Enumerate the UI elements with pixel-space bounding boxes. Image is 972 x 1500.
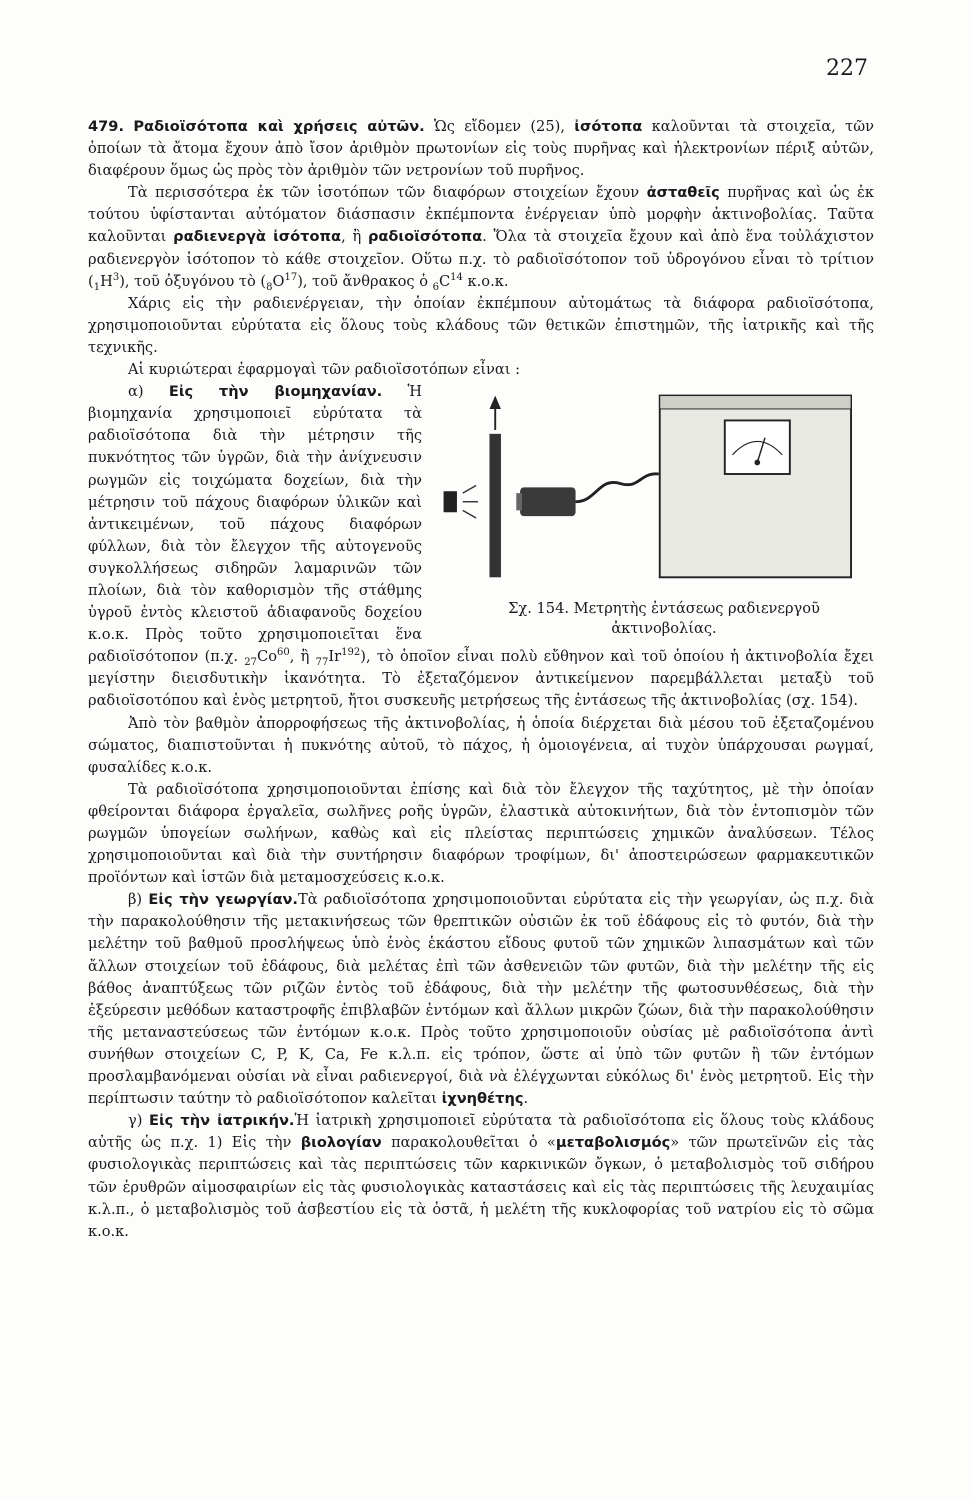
term-tracer: ἰχνηθέτης [441,1090,524,1108]
text-span: » τῶν πρωτεϊνῶν εἰς τὰς φυσιολογικὰς περιπτώσεις καὶ τὰς περιπτώσεις τῶν καρκινικῶν ὄγκων, ὁ μεταβολισμὸς τοῦ σιδήρου τῶν ἐρυθρῶν αἱμοσφαιρίων εἰς τὰς φυσιολογικὰς καταστάσεις καὶ εἰς τὰς περιπτώσεις τῆς λευχαιμίας κ.λ.π., ὁ μεταβολισμὸς τοῦ ἀσβεστίου εἰς τὰ ὀστᾶ, ἡ μελέτη τῆς κυκλοφορίας τοῦ νατρίου εἰς τὸ σῶμα κ.ο.κ. [88,1134,874,1240]
paragraph-absorption: Ἀπὸ τὸν βαθμὸν ἀπορροφήσεως τῆς ἀκτινοβολίας, ἡ ὁποία διέρχεται διὰ μέσου τοῦ ἐξεταζομένου σώματος, διαπιστοῦνται ἡ πυκνότης αὐτοῦ, τὸ πάχος, ἡ ὁμοιογένεια, αἱ τυχὸν ὑπάρχουσαι ρωγμαί, φυσαλίδες κ.ο.κ. [88,714,874,776]
text-span: παρακολουθεῖται ὁ « [381,1134,556,1152]
text-span: γ) [128,1112,150,1130]
superscript: 60 [276,647,290,659]
text-span: Τὰ περισσότερα ἐκ τῶν ἰσοτόπων τῶν διαφόρων στοιχείων ἔχουν [128,184,647,202]
text-span: , ἢ [289,648,316,666]
caption-line: ἀκτινοβολίας. [611,620,717,638]
text-span: κ.ο.κ. [462,272,509,290]
text-span: Ἡ βιομηχανία χρησιμοποιεῖ εὐρύτατα τὰ ραδιοϊσότοπα διὰ τὴν μέτρησιν τῆς πυκνότητος τῶν ὑγρῶν, διὰ τὴν ἀνίχνευσιν ρωγμῶν εἰς τοιχώματα δοχείων, διὰ τὴν μέτρησιν τοῦ πάχους διαφόρων ὑλικῶν καὶ ἀντικειμένων, τοῦ πάχους διαφόρων φύλλων, διὰ τὸν ἔλεγχον τῆς αὐτογενοῦς συγκολλήσεως σιδηρῶν λαμαρινῶν τῶν πλοίων, διὰ τὸν καθορισμὸν τῆς στάθμης ὑγροῦ ἐντὸς κλειστοῦ ἀδιαφανοῦς δοχείου κ.ο.κ. [88,383,422,644]
detector-window [516,493,522,510]
subscript: 8 [266,281,273,293]
heading-industry: Εἰς τὴν βιομηχανίαν. [168,383,383,401]
text-span: O [272,272,285,290]
radiation-meter-illustration [434,381,874,611]
paragraph-agriculture [88,889,874,1110]
detector-tube [520,488,575,517]
text-span: . [523,1090,529,1108]
text-span: ), τοῦ ὀξυγόνου τὸ ( [119,272,267,290]
term-radioisotopes: ραδιοϊσότοπα [367,228,483,246]
text-span: πυρῆνας καὶ ὡς ἐκ τούτου ὑφίστανται αὐτόματον διάσπασιν ἐκπέμποντα ἐνέργειαν ὑπὸ μορφὴν ἀκτινοβολίας. Ταῦτα καλοῦνται [88,184,875,246]
detector-cable [576,474,659,502]
caption-line: Σχ. 154. Μετρητὴς ἐντάσεως ραδιενεργοῦ [508,600,820,618]
text-span: ), τοῦ ἄνθρακος ὁ [297,272,433,290]
paragraph-applications: Αἱ κυριώτεραι ἐφαρμογαὶ τῶν ραδιοϊσοτόπων εἶναι : [128,361,521,379]
term-biology: βιολογίαν [300,1134,382,1152]
page-number: 227 [826,56,868,81]
needle-pivot [754,460,760,466]
heading-agriculture: Εἰς τὴν γεωργίαν. [148,891,298,909]
subscript: 27 [244,657,258,669]
section-number: 479. [88,118,125,135]
arrow-up-icon [489,396,500,409]
text-span: Ἡ ἰατρικὴ χρησιμοποιεῖ εὐρύτατα τὰ ραδιοϊσότοπα εἰς ὅλους τοὺς κλάδους αὐτῆς ὡς π.χ. 1) Εἰς τὴν [88,1112,874,1152]
text-span: Πρὸς τοῦτο χρησιμοποιεῖται ἕνα ραδιοϊσότοπον (π.χ. [88,626,422,666]
text-span: Ὡς εἴδομεν (25), [434,118,575,135]
superscript: 14 [450,271,463,283]
text-span: ), τὸ ὁποῖον εἶναι πολὺ εὔθηνον καὶ τοῦ ὁποίου ἡ ἀκτινοβολία ἔχει μεγίστην διεισδυτικὴν ἱκανότητα. Τὸ ἐξεταζόμενον ἀντικείμενον παρεμβάλλεται μεταξὺ τοῦ ραδιοϊσοτόπου καὶ ἑνὸς μετρητοῦ, ἤτοι συσκευῆς μετρήσεως τῆς ἐντάσεως τῆς ἀκτινοβολίας (σχ. 154). [88,648,874,710]
paragraph-wear: Τὰ ραδιοϊσότοπα χρησιμοποιοῦνται ἐπίσης καὶ διὰ τὸν ἔλεγχον τῆς ταχύτητος, μὲ τὴν ὁποίαν φθείρονται διάφορα ἐργαλεῖα, σωλῆνες ροῆς ὑγρῶν, ἐλαστικὰ αὐτοκινήτων, διὰ τὸν ἐντοπισμὸν τῶν ρωγμῶν ὑπογείων σωλήνων, καθὼς καὶ εἰς πλείστας περιπτώσεις χημικῶν ἀναλύσεων. Τέλος χρησιμοποιοῦνται καὶ διὰ τὴν συντήρησιν διαφόρων τροφίμων, δι' ἀποστειρώσεων φαρμακευτικῶν προϊόντων καὶ ἱστῶν διὰ μεταμοσχεύσεις κ.ο.κ. [88,780,874,887]
text-span: β) [128,891,149,909]
superscript: 17 [284,271,298,283]
subscript: 77 [315,657,329,669]
figure-caption [474,599,854,639]
industry-block [88,381,874,712]
term-metabolism: μεταβολισμός [555,1134,671,1152]
text-span: C [439,272,451,290]
term-radioactive-isotopes: ραδιενεργὰ ἰσότοπα [173,228,342,246]
text-span: Co [257,648,277,666]
meter-dial [725,421,790,475]
paragraph-unstable [88,182,874,292]
subscript: 1 [93,281,101,293]
superscript: 3 [112,271,120,283]
figure-154 [434,381,874,641]
paragraph-uses: Χάρις εἰς τὴν ραδιενέργειαν, τὴν ὁποίαν ἐκπέμπουν αὐτομάτως τὰ διάφορα ραδιοϊσότοπα, χρησιμοποιοῦνται εὐρύτατα εἰς ὅλους τοὺς κλάδους τῶν θετικῶν ἐπιστημῶν, τῆς ἰατρικῆς καὶ τῆς τεχνικῆς. [88,294,874,356]
source-icon [444,491,457,512]
meter-box-top [660,396,851,409]
superscript: 192 [341,647,361,659]
body-text [88,116,874,1243]
term-unstable: ἀσταθεῖς [646,184,720,202]
heading-medicine: Εἰς τὴν ἰατρικήν. [149,1112,295,1130]
term-isotopa: ἰσότοπα [574,118,643,135]
section-title: Ραδιοϊσότοπα καὶ χρήσεις αὐτῶν. [133,118,425,135]
ray-line [463,486,476,494]
text-span: H [100,272,113,290]
text-span: Ir [328,648,342,666]
subscript: 6 [432,281,439,293]
text-span: καλοῦνται τὰ στοιχεῖα, τῶν ὁποίων τὰ ἄτομα ἔχουν ἀπὸ ἴσον ἀριθμὸν πρωτονίων εἰς τοὺς πυρῆνας καὶ ἠλεκτρονίων πέριξ αὐτῶν, διαφέρουν ὅμως ὡς πρὸς τὸν ἀριθμὸν τῶν νετρονίων τοῦ πυρῆνος. [88,118,875,180]
text-span: Τὰ ραδιοϊσότοπα χρησιμοποιοῦνται εὐρύτατα εἰς τὴν γεωργίαν, ὡς π.χ. διὰ τὴν παρακολούθησιν τῆς μετακινήσεως τῶν θρεπτικῶν οὐσιῶν ἐκ τοῦ ἐδάφους εἰς τὸ φυτόν, διὰ τὴν μελέτην τοῦ βαθμοῦ προσλήψεως ὑπὸ ἑνὸς ἑκάστου εἴδους φυτοῦ τῶν χημικῶν λιπασμάτων καὶ τῶν ἄλλων στοιχείων τοῦ ἐδάφους, διὰ μελέτας ἐπὶ τῶν ἀσθενειῶν τῶν φυτῶν, διὰ τὴν μελέτην τῆς εἰς βάθος ἀναπτύξεως τῶν ριζῶν ἐντὸς τοῦ ἐδάφους, διὰ τὴν μελέτην τῆς φωτοσυνθέσεως, διὰ τὴν ἐξεύρεσιν μεθόδων καταστροφῆς ἐπιβλαβῶν ἐντόμων καὶ ἄλλων μικρῶν ζώων, διὰ τὴν παρακολούθησιν τῆς μεταναστεύσεως τῶν ἐντόμων κ.ο.κ. Πρὸς τοῦτο χρησιμοποιοῦν οὐσίας μὲ ραδιοϊσότοπα ἀντὶ συνήθων στοιχείων C, P, K, Ca, Fe κ.λ.π. εἰς τρόπον, ὥστε αἱ ὑπὸ τῶν φυτῶν ἢ τῶν ἐντόμων προσλαμβανόμεναι οὐσίαι νὰ εἶναι ραδιενεργοί, διὰ νὰ ἐλέγχωνται εὐκόλως δι' ἑνὸς μετρητοῦ. Εἰς τὴν περίπτωσιν ταύτην τὸ ραδιοϊσότοπον καλεῖται [88,891,875,1108]
paragraph-medicine [88,1110,874,1243]
ray-line [463,510,476,518]
text-span: , ἢ [341,228,368,246]
paragraph-479 [88,116,874,182]
text-span: . Ὅλα τὰ στοιχεῖα ἔχουν καὶ ἀπὸ ἕνα τοὐλάχιστον ραδιενεργὸν ἰσότοπον τὸ κάθε στοιχεῖον. Οὕτω π.χ. τὸ ραδιοϊσότοπον τοῦ ὑδρογόνου εἶναι τὸ τρίτιον ( [88,228,875,290]
text-span: α) [128,383,169,401]
test-object-plate [489,434,500,577]
